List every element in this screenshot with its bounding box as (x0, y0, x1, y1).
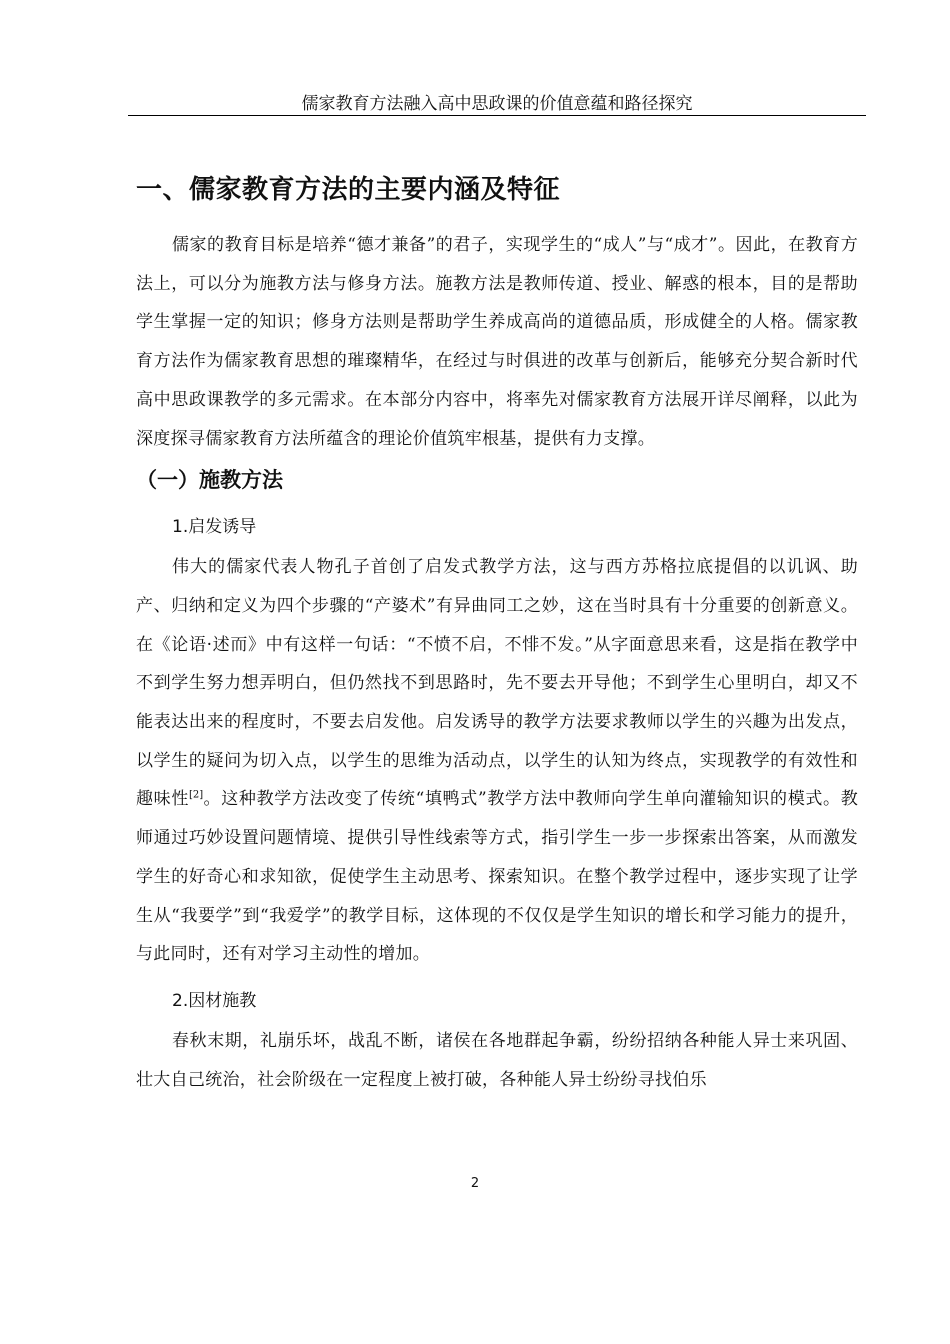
subsection-title: （一）施教方法 (136, 468, 283, 493)
item2-title: 2.因材施教 (172, 990, 257, 1011)
section-title: 一、儒家教育方法的主要内涵及特征 (136, 175, 561, 205)
intro-paragraph: 儒家的教育目标是培养“德才兼备”的君子，实现学生的“成人”与“成才”。因此，在教育方法上，可以分为施教方法与修身方法。施教方法是教师传道、授业、解惑的根本，目的是帮助学生掌握一定的知识；修身方法则是帮助学生养成高尚的道德品质，形成健全的人格。儒家教育方法作为儒家教育思想的璀璨精华，在经过与时俱进的改革与创新后，能够充分契合新时代高中思政课教学的多元需求。在本部分内容中，将率先对儒家教育方法展开详尽阐释，以此为深度探寻儒家教育方法所蕴含的理论价值筑牢根基，提供有力支撑。 (136, 235, 858, 449)
item1-title: 1.启发诱导 (172, 517, 257, 538)
header-rule (128, 115, 866, 116)
item1-text-a: 伟大的儒家代表人物孔子首创了启发式教学方法，这与西方苏格拉底提倡的以讥讽、助产、归纳和定义为四个步骤的“产婆术”有异曲同工之妙，这在当时具有十分重要的创新意义。在《论语·述而》中有这样一句话：“不愤不启，不悱不发。”从字面意思来看，这是指在教学中不到学生努力想弄明白，但仍然找不到思路时，先不要去开导他；不到学生心里明白，却又不能表达出来的程度时，不要去启发他。启发诱导的教学方法要求教师以学生的兴趣为出发点，以学生的疑问为切入点，以学生的思维为活动点，以学生的认知为终点，实现教学的有效性和趣味性 (136, 557, 858, 810)
document-body (136, 170, 858, 1099)
page-number: 2 (470, 1176, 480, 1191)
item1-text-b: 。这种教学方法改变了传统“填鸭式”教学方法中教师向学生单向灌输知识的模式。教师通过巧妙设置问题情境、提供引导性线索等方式，指引学生一步一步探索出答案，从而激发学生的好奇心和求知欲，促使学生主动思考、探索知识。在整个教学过程中，逐步实现了让学生从“我要学”到“我爱学”的教学目标，这体现的不仅仅是学生知识的增长和学习能力的提升，与此同时，还有对学习主动性的增加。 (136, 789, 858, 965)
item2-paragraph: 春秋末期，礼崩乐坏，战乱不断，诸侯在各地群起争霸，纷纷招纳各种能人异士来巩固、壮大自己统治，社会阶级在一定程度上被打破，各种能人异士纷纷寻找伯乐 (136, 1030, 858, 1090)
running-header: 儒家教育方法融入高中思政课的价值意蕴和路径探究 (301, 94, 693, 114)
citation-2[interactable]: [2] (189, 789, 204, 801)
item1-paragraph (136, 548, 858, 974)
